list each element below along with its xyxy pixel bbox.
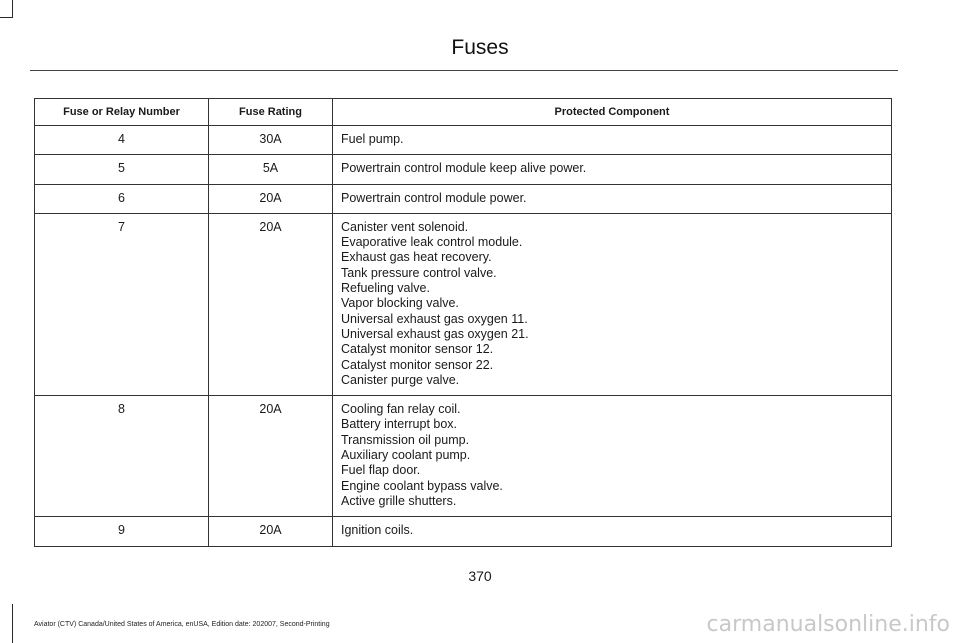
- protected-component-item: Battery interrupt box.: [341, 417, 458, 432]
- protected-component-item: Universal exhaust gas oxygen 11.: [341, 311, 528, 326]
- fuse-table-body: [35, 126, 892, 547]
- column-header-protected-component: Protected Component: [333, 99, 892, 126]
- table-row: [35, 213, 892, 395]
- table-header-row: [35, 99, 892, 126]
- table-row: [35, 184, 892, 213]
- fuse-rating-cell: 30A: [209, 126, 333, 155]
- watermark: carmanualsonline.info: [706, 612, 950, 637]
- protected-component-item: Exhaust gas heat recovery.: [341, 250, 492, 265]
- fuse-rating-cell: 20A: [209, 184, 333, 213]
- protected-component-item: Active grille shutters.: [341, 493, 457, 508]
- fuse-number-cell: 5: [35, 155, 209, 184]
- protected-component-cell: [333, 155, 892, 184]
- protected-component-cell: [333, 213, 892, 395]
- protected-component-item: Canister vent solenoid.: [341, 219, 469, 234]
- protected-component-item: Auxiliary coolant pump.: [341, 448, 471, 463]
- crop-mark-top-left-vertical: [12, 0, 13, 18]
- protected-component-item: Engine coolant bypass valve.: [341, 478, 503, 493]
- protected-component-item: Powertrain control module keep alive power.: [341, 161, 587, 176]
- column-header-fuse-number: Fuse or Relay Number: [35, 99, 209, 126]
- fuse-table: [34, 98, 892, 547]
- table-row: [35, 396, 892, 517]
- protected-component-item: Evaporative leak control module.: [341, 235, 523, 250]
- table-row: [35, 126, 892, 155]
- protected-component-item: Catalyst monitor sensor 12.: [341, 342, 494, 357]
- protected-component-item: Universal exhaust gas oxygen 21.: [341, 326, 529, 341]
- protected-component-item: Tank pressure control valve.: [341, 265, 497, 280]
- page-number: 370: [468, 568, 492, 584]
- protected-component-item: Vapor blocking valve.: [341, 296, 459, 311]
- protected-component-item: Powertrain control module power.: [341, 190, 527, 205]
- fuse-rating-cell: 20A: [209, 213, 333, 395]
- crop-mark-bottom-left-vertical: [12, 604, 13, 643]
- protected-component-cell: [333, 184, 892, 213]
- fuse-number-cell: 6: [35, 184, 209, 213]
- crop-mark-top-left-horizontal: [0, 17, 13, 18]
- fuse-number-cell: 9: [35, 517, 209, 546]
- fuse-rating-cell: 20A: [209, 396, 333, 517]
- protected-component-item: Catalyst monitor sensor 22.: [341, 357, 494, 372]
- table-row: [35, 517, 892, 546]
- table-row: [35, 155, 892, 184]
- protected-component-item: Fuel flap door.: [341, 463, 421, 478]
- fuse-number-cell: 8: [35, 396, 209, 517]
- protected-component-item: Refueling valve.: [341, 281, 430, 296]
- header-rule: [30, 70, 898, 71]
- page-title: Fuses: [451, 36, 509, 59]
- protected-component-item: Fuel pump.: [341, 132, 404, 146]
- fuse-number-cell: 7: [35, 213, 209, 395]
- fuse-number-cell: 4: [35, 126, 209, 155]
- column-header-fuse-rating: Fuse Rating: [209, 99, 333, 126]
- protected-component-cell: [333, 517, 892, 546]
- protected-component-item: Canister purge valve.: [341, 372, 460, 387]
- protected-component-cell: [333, 396, 892, 517]
- protected-component-cell: [333, 126, 892, 155]
- footer-edition-text: Aviator (CTV) Canada/United States of America, enUSA, Edition date: 202007, Second-Printing: [34, 621, 330, 628]
- protected-component-item: Transmission oil pump.: [341, 432, 470, 447]
- protected-component-item: Ignition coils.: [341, 523, 414, 538]
- protected-component-item: Cooling fan relay coil.: [341, 402, 461, 417]
- fuse-rating-cell: 5A: [209, 155, 333, 184]
- fuse-rating-cell: 20A: [209, 517, 333, 546]
